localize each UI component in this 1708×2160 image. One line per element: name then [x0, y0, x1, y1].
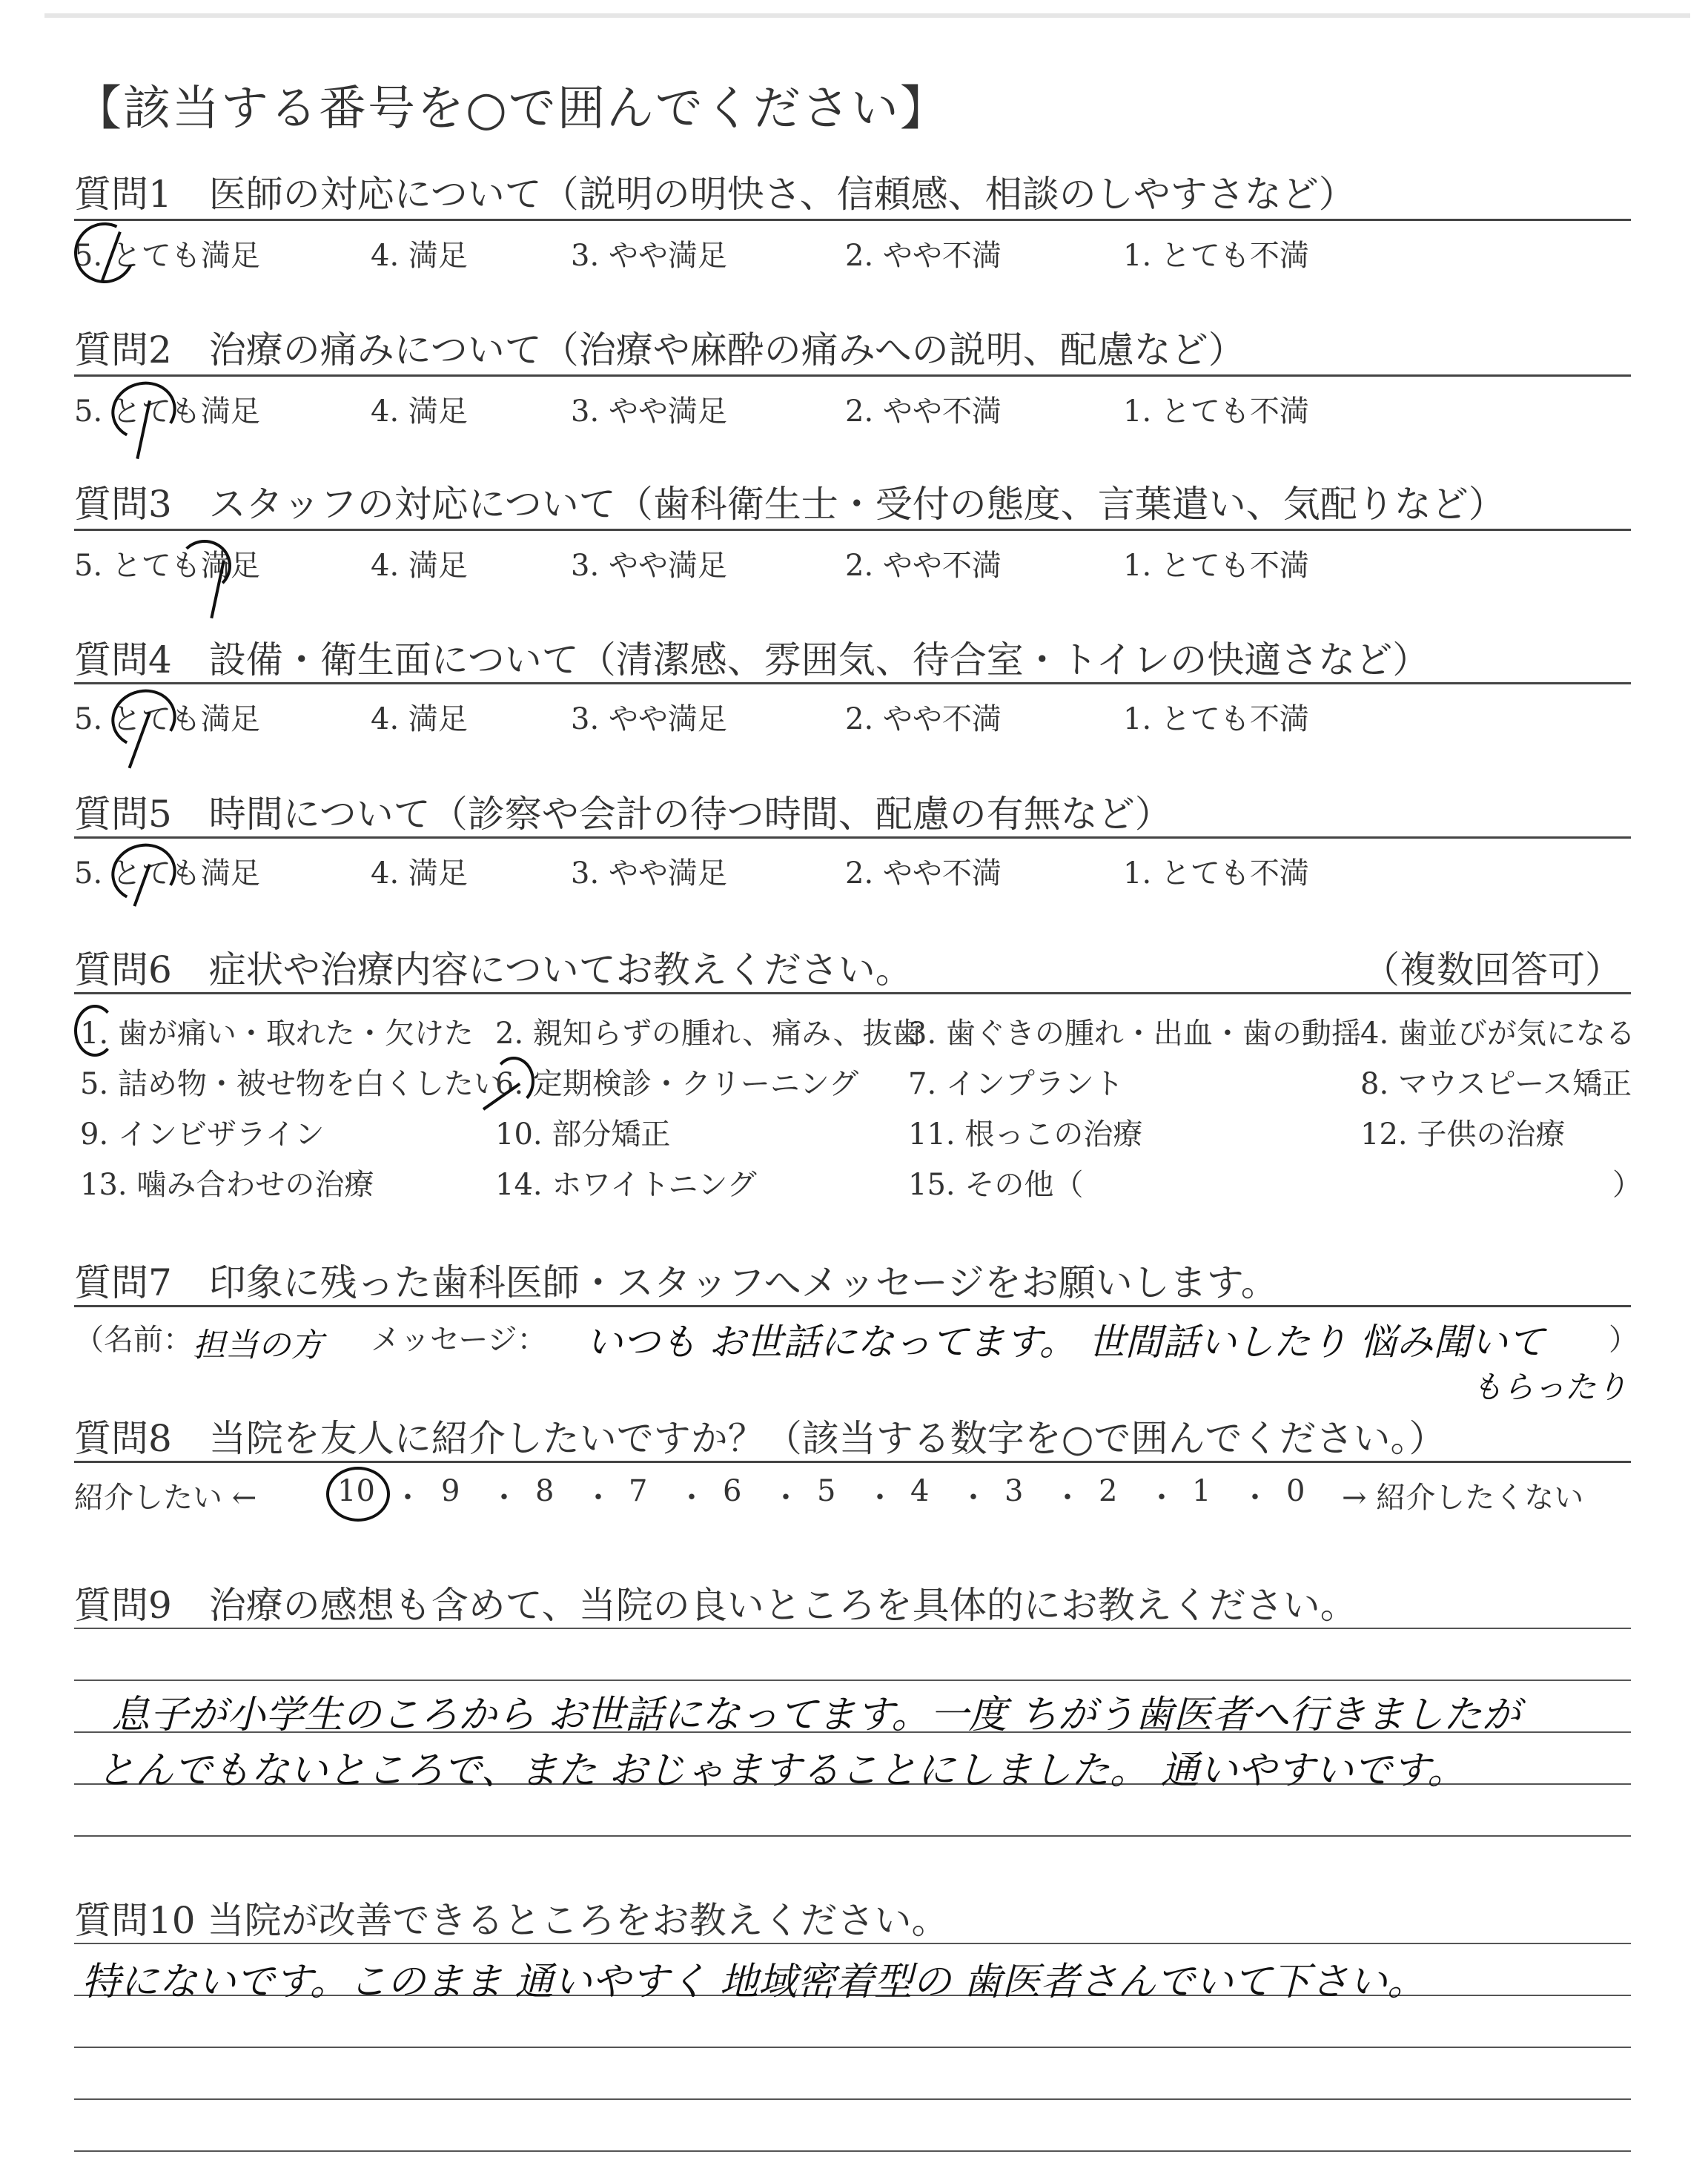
question-6-title: 質問6 症状や治療内容についてお教えください。	[74, 948, 913, 991]
question-5-rule	[74, 836, 1631, 839]
q4-option-2[interactable]: 2. やや不満	[845, 702, 1002, 736]
q8-scale-dot: ・	[489, 1481, 519, 1515]
question-10-title: 質問10 当院が改善できるところをお教えください。	[74, 1899, 949, 1942]
question-1-title: 質問1 医師の対応について（説明の明快さ、信頼感、相談のしやすさなど）	[74, 173, 1356, 216]
q6-option-7[interactable]: 7. インプラント	[908, 1067, 1124, 1101]
question-4-title: 質問4 設備・衛生面について（清潔感、雰囲気、待合室・トイレの快適さなど）	[74, 638, 1430, 681]
q9-answer-line-1: 息子が小学生のころから お世話になってます。一度 ちがう歯医者へ行きましたが	[111, 1693, 1520, 1737]
question-8-rule	[74, 1461, 1631, 1463]
q8-scale-7[interactable]: 7	[629, 1474, 648, 1508]
q8-scale-dot: ・	[393, 1481, 423, 1515]
q9-line-2	[74, 1680, 1631, 1681]
q9-line-5	[74, 1835, 1631, 1837]
q2-option-2[interactable]: 2. やや不満	[845, 394, 1002, 429]
question-7-rule	[74, 1305, 1631, 1307]
q8-left-label: 紹介したい ←	[74, 1481, 257, 1515]
q8-scale-dot: ・	[1240, 1481, 1270, 1515]
q1-option-1[interactable]: 1. とても不満	[1123, 239, 1309, 273]
q8-scale-3[interactable]: 3	[1004, 1474, 1024, 1508]
question-7-title: 質問7 印象に残った歯科医師・スタッフへメッセージをお願いします。	[74, 1261, 1278, 1304]
q2-selection-mark	[105, 374, 182, 447]
q6-option-11[interactable]: 11. 根っこの治療	[908, 1117, 1143, 1152]
q8-scale-dot: ・	[1147, 1481, 1176, 1515]
question-4-rule	[74, 682, 1631, 684]
q4-option-4[interactable]: 4. 満足	[371, 702, 468, 736]
q8-scale-dot: ・	[865, 1481, 895, 1515]
q2-option-4[interactable]: 4. 満足	[371, 394, 468, 429]
q8-right-label: → 紹介したくない	[1342, 1481, 1584, 1515]
q6-option-15[interactable]: 15. その他（	[908, 1168, 1084, 1202]
q8-scale-dot: ・	[677, 1481, 706, 1515]
q8-scale-4[interactable]: 4	[910, 1474, 930, 1508]
q10-line-3	[74, 2047, 1631, 2048]
q7-name-label: （名前：	[74, 1323, 193, 1357]
question-8-title: 質問8 当院を友人に紹介したいですか？（該当する数字を○で囲んでください。）	[74, 1417, 1446, 1460]
q6-option-13[interactable]: 13. 噛み合わせの治療	[80, 1168, 374, 1202]
q1-option-5[interactable]: 5. とても満足	[74, 239, 260, 273]
question-3-title: 質問3 スタッフの対応について（歯科衛生士・受付の態度、言葉遣い、気配りなど）	[74, 483, 1506, 526]
q6-option-6[interactable]: 6. 定期検診・クリーニング	[495, 1067, 859, 1101]
question-5-title: 質問5 時間について（診察や会計の待つ時間、配慮の有無など）	[74, 793, 1172, 836]
question-6-rule	[74, 992, 1631, 994]
q1-selection-mark	[65, 214, 143, 291]
q2-option-5[interactable]: 5. とても満足	[74, 394, 260, 429]
q5-option-2[interactable]: 2. やや不満	[845, 856, 1002, 891]
q6-option-15-close: ）	[1612, 1168, 1642, 1202]
q1-option-2[interactable]: 2. やや不満	[845, 239, 1002, 273]
q8-scale-10[interactable]: 10	[337, 1474, 375, 1508]
q5-option-3[interactable]: 3. やや満足	[571, 856, 727, 891]
q8-scale-8[interactable]: 8	[535, 1474, 555, 1508]
q6-option-2[interactable]: 2. 親知らずの腫れ、痛み、抜歯	[495, 1017, 922, 1051]
q5-option-5[interactable]: 5. とても満足	[74, 856, 260, 891]
q9-answer-line-2: とんでもないところで、また おじゃますることにしました。 通いやすいです。	[96, 1748, 1466, 1793]
scan-top-edge	[44, 13, 1690, 18]
q4-selection-mark	[105, 682, 182, 755]
q4-option-5[interactable]: 5. とても満足	[74, 702, 260, 736]
q6-option-8[interactable]: 8. マウスピース矯正	[1360, 1067, 1632, 1101]
q4-option-1[interactable]: 1. とても不満	[1123, 702, 1309, 736]
q8-scale-dot: ・	[1053, 1481, 1082, 1515]
question-6-note: （複数回答可）	[1363, 948, 1622, 991]
question-1-rule	[74, 219, 1631, 221]
q8-scale-6[interactable]: 6	[723, 1474, 742, 1508]
q8-scale-dot: ・	[771, 1481, 801, 1515]
q7-message-handwritten-2: もらったり	[1472, 1369, 1628, 1405]
question-2-rule	[74, 374, 1631, 377]
q8-scale-dot: ・	[583, 1481, 613, 1515]
form-header: 【該当する番号を○で囲んでください】	[74, 82, 949, 136]
q7-message-label: メッセージ：	[371, 1323, 547, 1357]
q3-option-5[interactable]: 5. とても満足	[74, 549, 260, 583]
q6-option-3[interactable]: 3. 歯ぐきの腫れ・出血・歯の動揺	[908, 1017, 1361, 1051]
q4-option-3[interactable]: 3. やや満足	[571, 702, 727, 736]
q6-selection-mark-1	[74, 1005, 116, 1057]
q8-scale-5[interactable]: 5	[817, 1474, 836, 1508]
q6-option-14[interactable]: 14. ホワイトニング	[495, 1168, 757, 1202]
q8-scale-1[interactable]: 1	[1192, 1474, 1211, 1508]
q10-line-5	[74, 2150, 1631, 2152]
q3-option-1[interactable]: 1. とても不満	[1123, 549, 1309, 583]
q8-scale-0[interactable]: 0	[1286, 1474, 1305, 1508]
q1-option-3[interactable]: 3. やや満足	[571, 239, 727, 273]
q3-option-2[interactable]: 2. やや不満	[845, 549, 1002, 583]
question-9-title: 質問9 治療の感想も含めて、当院の良いところを具体的にお教えください。	[74, 1584, 1357, 1627]
q9-line-1	[74, 1628, 1631, 1629]
q6-option-5[interactable]: 5. 詰め物・被せ物を白くしたい	[80, 1067, 503, 1101]
question-2-title: 質問2 治療の痛みについて（治療や麻酔の痛みへの説明、配慮など）	[74, 328, 1245, 371]
q5-option-1[interactable]: 1. とても不満	[1123, 856, 1309, 891]
q7-close-paren: ）	[1609, 1323, 1638, 1357]
q8-scale-2[interactable]: 2	[1099, 1474, 1118, 1508]
q3-option-4[interactable]: 4. 満足	[371, 549, 468, 583]
q6-option-4[interactable]: 4. 歯並びが気になる	[1360, 1017, 1635, 1051]
q2-option-3[interactable]: 3. やや満足	[571, 394, 727, 429]
q10-line-1	[74, 1943, 1631, 1944]
q10-answer: 特にないです。このまま 通いやすく 地域密着型の 歯医者さんでいて下さい。	[82, 1960, 1426, 2004]
q3-option-3[interactable]: 3. やや満足	[571, 549, 727, 583]
q7-message-handwritten: いつも お世話になってます。 世間話いしたり 悩み聞いて	[586, 1321, 1545, 1364]
q6-option-1[interactable]: 1. 歯が痛い・取れた・欠けた	[80, 1017, 474, 1051]
q8-selection-mark	[326, 1467, 390, 1522]
q7-name-handwritten: 担当の方	[193, 1327, 323, 1364]
q5-option-4[interactable]: 4. 満足	[371, 856, 468, 891]
q6-option-10[interactable]: 10. 部分矯正	[495, 1117, 671, 1152]
q2-option-1[interactable]: 1. とても不満	[1123, 394, 1309, 429]
q8-scale-dot: ・	[959, 1481, 988, 1515]
question-3-rule	[74, 529, 1631, 531]
q5-selection-mark	[105, 836, 182, 909]
q6-option-9[interactable]: 9. インビザライン	[80, 1117, 325, 1152]
q10-line-4	[74, 2098, 1631, 2100]
q1-option-4[interactable]: 4. 満足	[371, 239, 468, 273]
q6-option-12[interactable]: 12. 子供の治療	[1360, 1117, 1566, 1152]
q8-scale-9[interactable]: 9	[441, 1474, 460, 1508]
